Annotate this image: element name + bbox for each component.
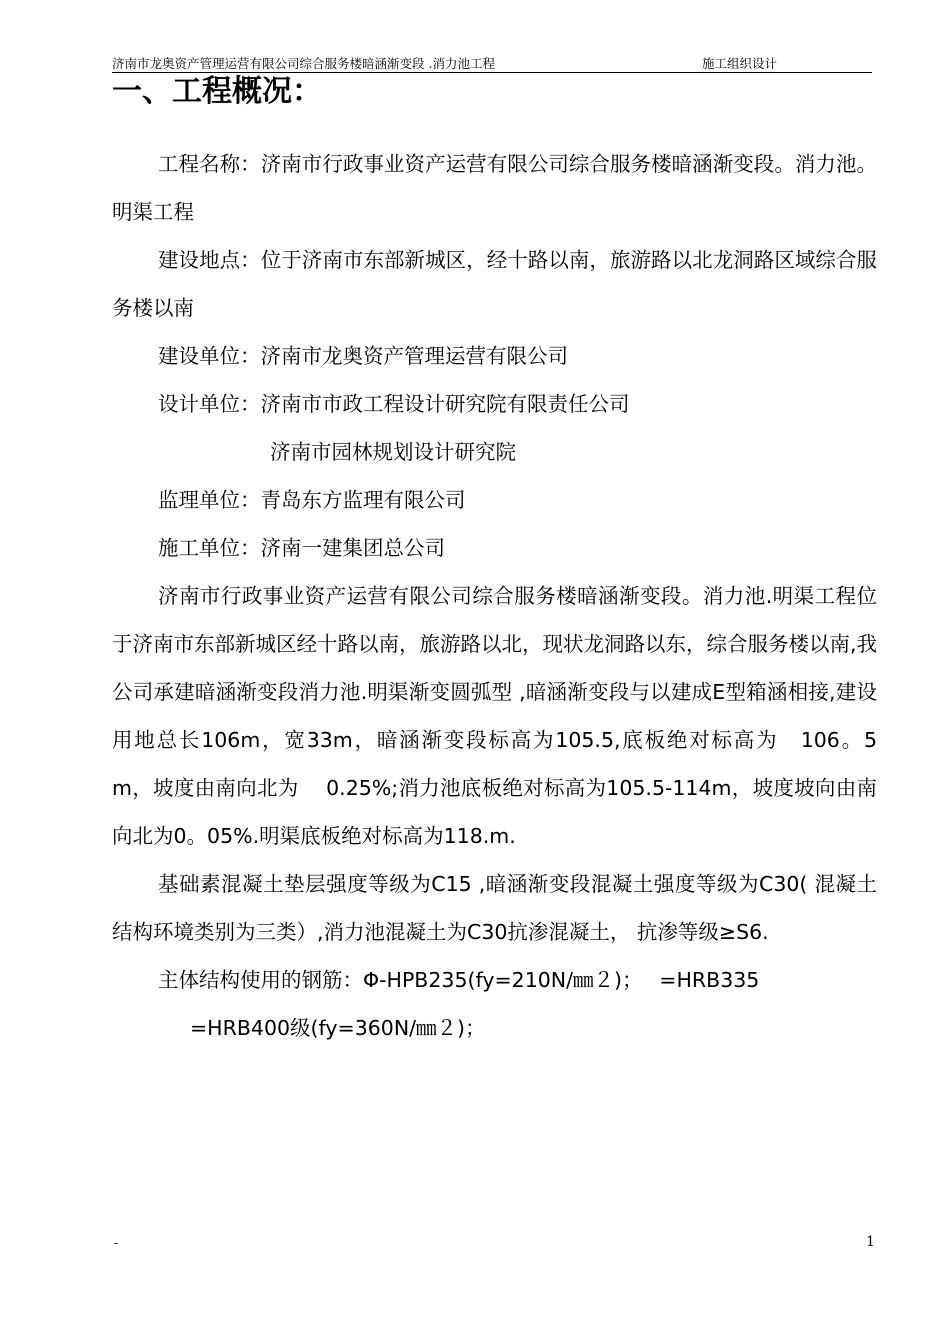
supervisor-paragraph: 监理单位：青岛东方监理有限公司 — [158, 488, 466, 512]
project-description-paragraph: 济南市行政事业资产运营有限公司综合服务楼暗涵渐变段。消力池.明渠工程位于济南市东部新城区经十路以南，旅游路以北，现状龙洞路以东，综合服务楼以南,我公司承建暗涵渐变段消力池.明渠渐变圆弧型 ,暗涵渐变段与以建成E型箱涵相接,建设用地总长106m，宽33m，暗涵渐变段标高为105.5,底板绝对标高为 106。5 m，坡度由南向北为 0.25%;消力池底板绝对标高为105.5-114m，坡度坡向由南向北为0。05%.明渠底板绝对标高为118.m. — [112, 584, 898, 848]
rebar-spec-second-line: =HRB400级(fy=360N/㎜２)； — [190, 1016, 486, 1040]
header-document-type: 施工组织设计 — [702, 56, 778, 71]
document-body — [112, 140, 898, 1052]
footer-dash: - — [114, 1236, 119, 1250]
designer-second-line: 济南市园林规划设计研究院 — [270, 440, 516, 464]
concrete-spec-paragraph: 基础素混凝土垫层强度等级为C15 ,暗涵渐变段混凝土强度等级为C30( 混凝土结构环境类别为三类）,消力池混凝土为C30抗渗混凝土， 抗渗等级≥S6. — [112, 872, 877, 944]
owner-paragraph: 建设单位：济南市龙奥资产管理运营有限公司 — [158, 344, 568, 368]
construction-site-paragraph: 建设地点：位于济南市东部新城区，经十路以南，旅游路以北龙洞路区域综合服务楼以南 — [112, 248, 877, 320]
rebar-spec-paragraph: 主体结构使用的钢筋：Φ-HPB235(fy=210N/㎜２)； =HRB335 — [158, 968, 760, 992]
section-title: 一、工程概况： — [112, 74, 322, 109]
designer-paragraph: 设计单位：济南市市政工程设计研究院有限责任公司 — [158, 392, 630, 416]
page-number: 1 — [866, 1234, 875, 1250]
contractor-paragraph: 施工单位：济南一建集团总公司 — [158, 536, 445, 560]
header-project-title: 济南市龙奥资产管理运营有限公司综合服务楼暗涵渐变段 .消力池工程 — [112, 56, 495, 71]
page-header — [112, 56, 872, 73]
project-name-paragraph: 工程名称：济南市行政事业资产运营有限公司综合服务楼暗涵渐变段。消力池。明渠工程 — [112, 152, 877, 224]
